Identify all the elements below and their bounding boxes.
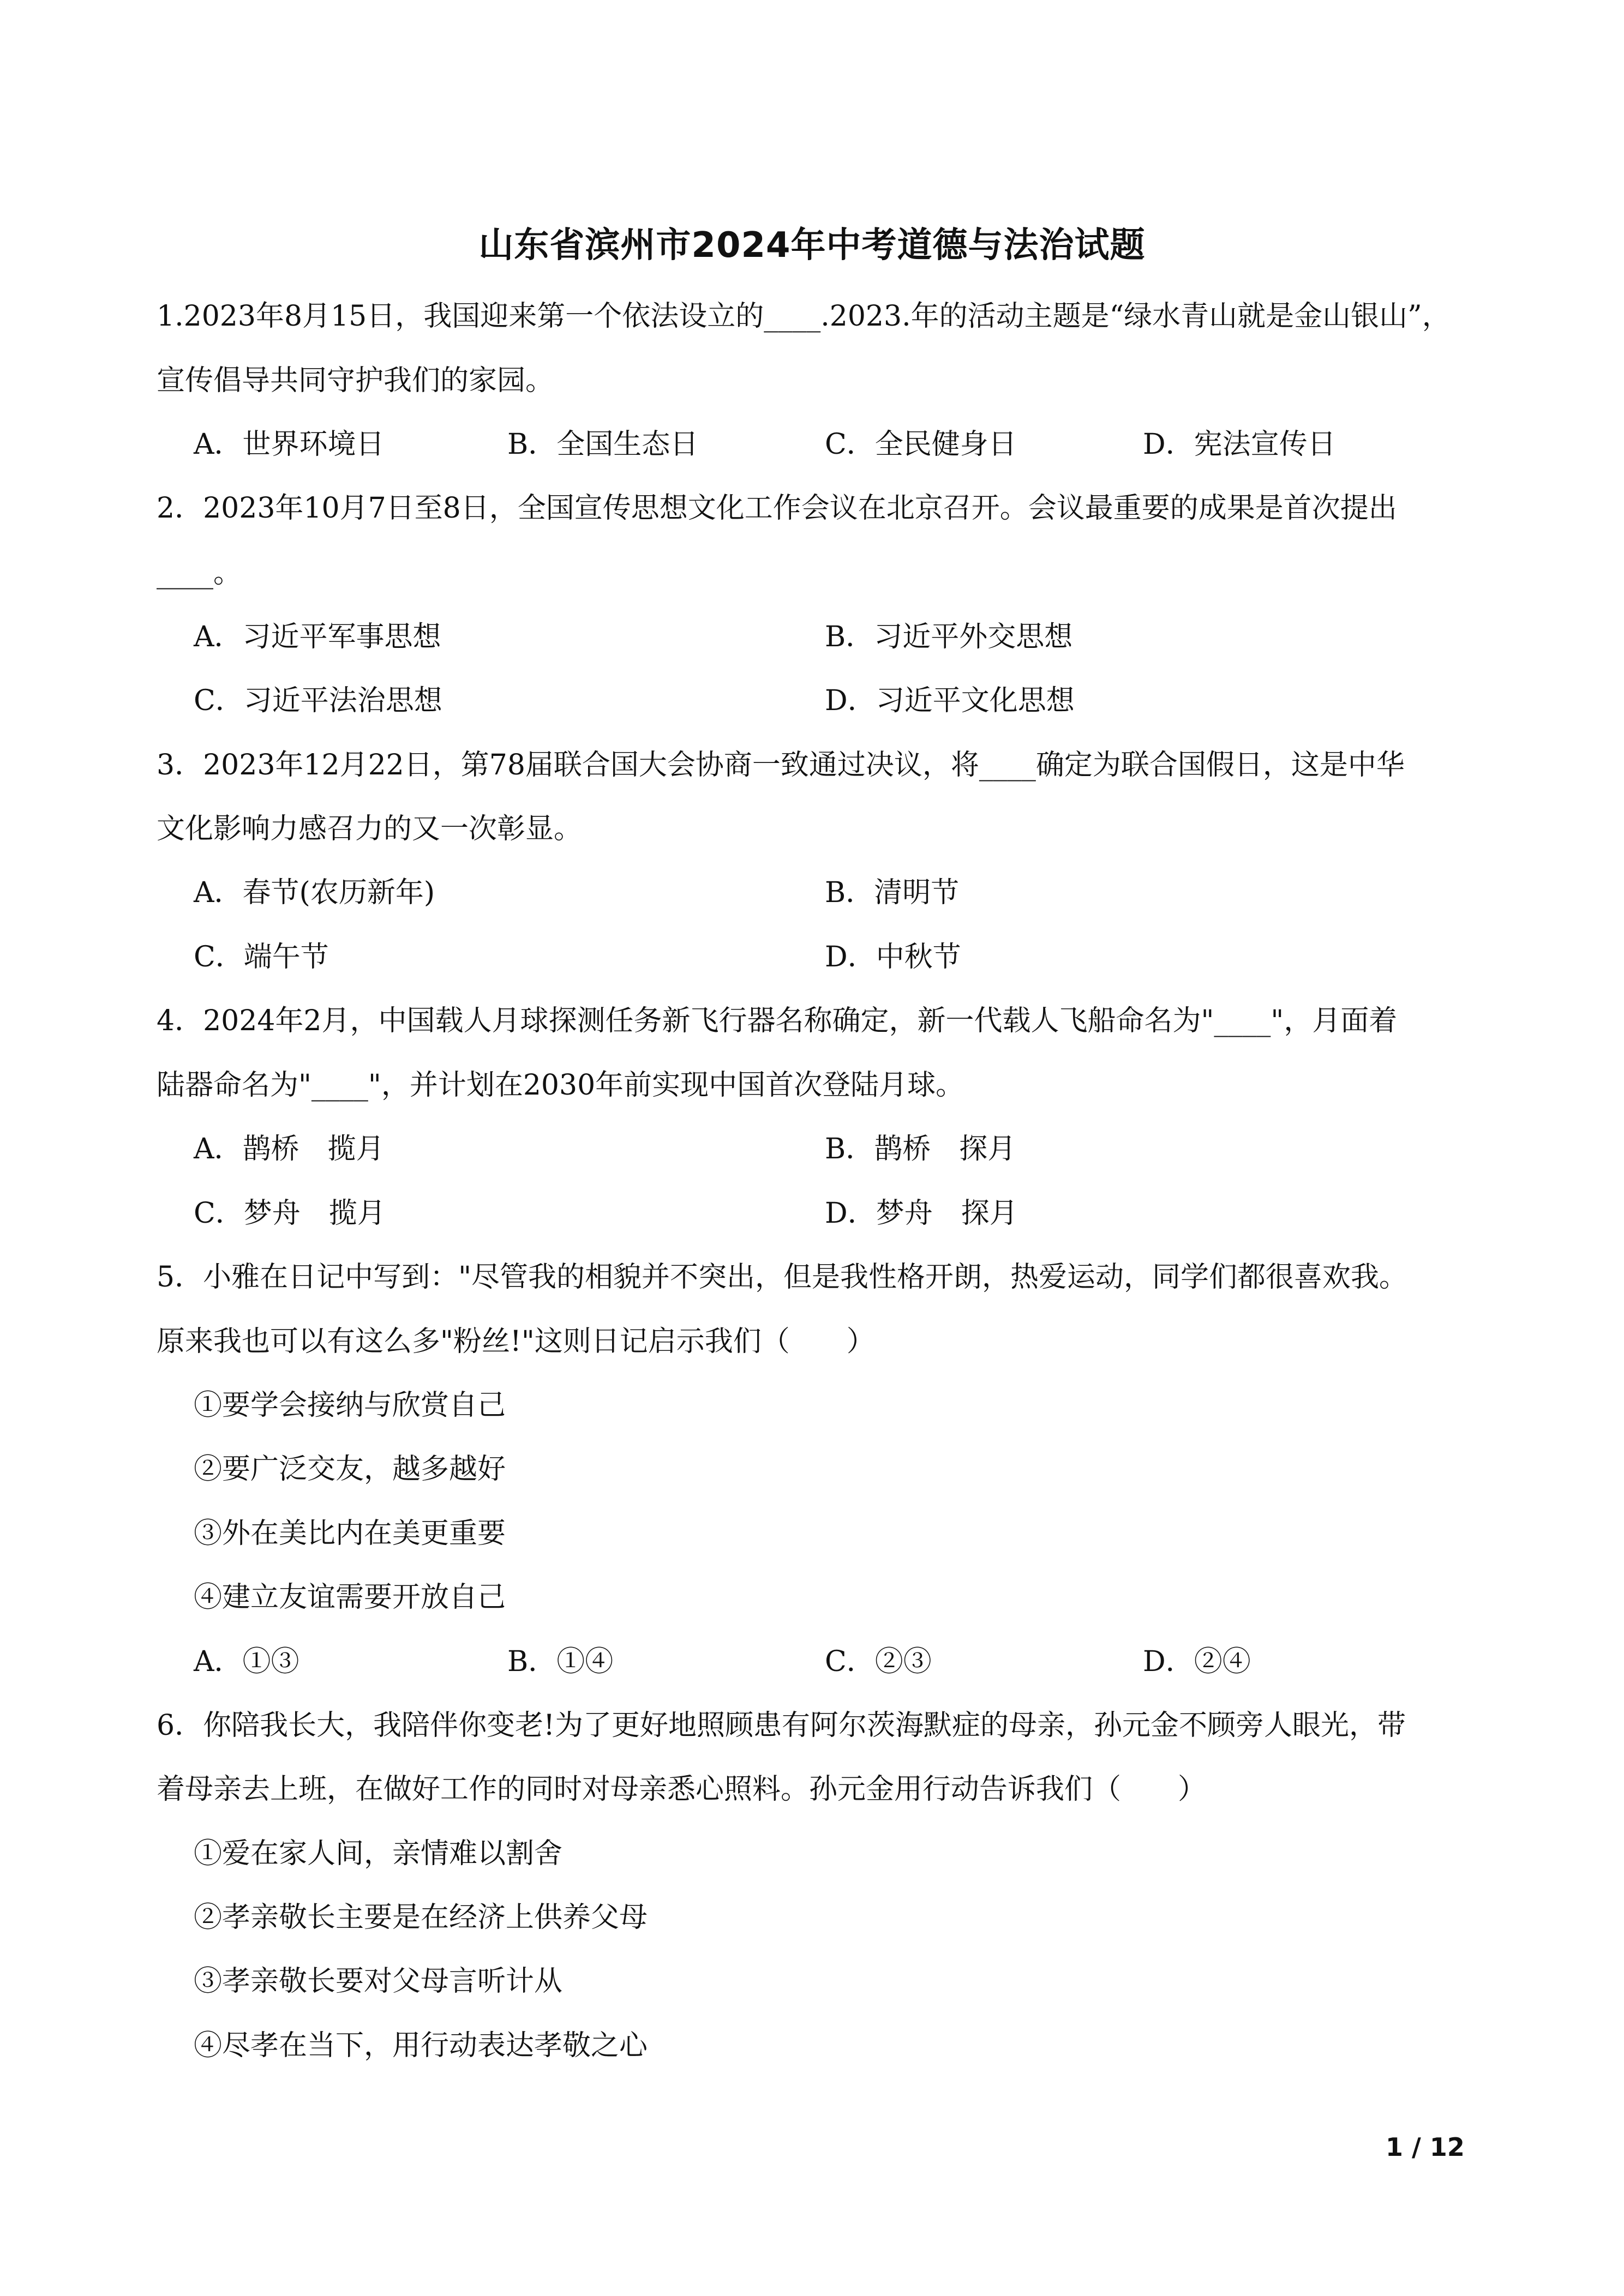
q4-option-b[interactable]: B．鹊桥 探月: [825, 1133, 1016, 1165]
question-2-line-1: 2．2023年10月7日至8日，全国宣传思想文化工作会议在北京召开。会议最重要的成果是首次提出: [157, 492, 1397, 525]
question-5-line-2: 原来我也可以有这么多"粉丝!"这则日记启示我们（ ）: [157, 1325, 875, 1358]
q3-option-c[interactable]: C．端午节: [194, 941, 329, 973]
question-2-line-2: ____。: [157, 557, 242, 590]
q5-statement-1: ①要学会接纳与欣赏自己: [194, 1389, 506, 1422]
question-5-line-1: 5．小雅在日记中写到："尽管我的相貌并不突出，但是我性格开朗，热爱运动，同学们都很喜欢我。: [157, 1261, 1408, 1294]
page-number: 1 / 12: [1386, 2132, 1465, 2162]
q6-statement-2: ②孝亲敬长主要是在经济上供养父母: [194, 1901, 648, 1934]
q3-option-d[interactable]: D．中秋节: [825, 941, 961, 973]
q3-option-a[interactable]: A．春节(农历新年): [194, 876, 435, 909]
q5-statement-3: ③外在美比内在美更重要: [194, 1517, 506, 1550]
q5-option-d[interactable]: D．②④: [1143, 1645, 1251, 1678]
question-6-line-2: 着母亲去上班，在做好工作的同时对母亲悉心照料。孙元金用行动告诉我们（ ）: [157, 1773, 1207, 1806]
q6-statement-1: ①爱在家人间，亲情难以割舍: [194, 1837, 563, 1870]
q4-option-d[interactable]: D．梦舟 探月: [825, 1197, 1018, 1230]
question-1-line-1: 1.2023年8月15日，我国迎来第一个依法设立的____.2023.年的活动主题是“绿水青山就是金山银山”，: [157, 300, 1451, 333]
question-4-line-1: 4．2024年2月，中国载人月球探测任务新飞行器名称确定，新一代载人飞船命名为"____"，月面着: [157, 1005, 1398, 1037]
q6-statement-3: ③孝亲敬长要对父母言听计从: [194, 1965, 563, 1998]
q3-option-b[interactable]: B．清明节: [825, 876, 960, 909]
question-4-line-2: 陆器命名为"____"，并计划在2030年前实现中国首次登陆月球。: [157, 1069, 964, 1102]
q6-statement-4: ④尽孝在当下，用行动表达孝敬之心: [194, 2029, 648, 2062]
q1-option-d[interactable]: D．宪法宣传日: [1143, 428, 1336, 461]
question-1-line-2: 宣传倡导共同守护我们的家园。: [157, 364, 554, 397]
q5-option-b[interactable]: B．①④: [507, 1645, 614, 1678]
page-title: 山东省滨州市2024年中考道德与法治试题: [478, 225, 1146, 266]
q5-statement-2: ②要广泛交友，越多越好: [194, 1453, 506, 1486]
question-3-line-2: 文化影响力感召力的又一次彰显。: [157, 813, 583, 845]
question-6-line-1: 6．你陪我长大，我陪伴你变老!为了更好地照顾患有阿尔茨海默症的母亲，孙元金不顾旁人眼光，带: [157, 1709, 1406, 1742]
question-3-line-1: 3．2023年12月22日，第78届联合国大会协商一致通过决议，将____确定为联合国假日，这是中华: [157, 749, 1405, 782]
q5-option-a[interactable]: A．①③: [194, 1645, 299, 1678]
q2-option-d[interactable]: D．习近平文化思想: [825, 684, 1075, 717]
q1-option-a[interactable]: A．世界环境日: [194, 428, 385, 461]
q2-option-b[interactable]: B．习近平外交思想: [825, 621, 1073, 653]
q5-option-c[interactable]: C．②③: [825, 1645, 932, 1678]
q1-option-b[interactable]: B．全国生态日: [507, 428, 699, 461]
q4-option-c[interactable]: C．梦舟 揽月: [194, 1197, 386, 1230]
q1-option-c[interactable]: C．全民健身日: [825, 428, 1017, 461]
q4-option-a[interactable]: A．鹊桥 揽月: [194, 1133, 385, 1165]
q5-statement-4: ④建立友谊需要开放自己: [194, 1581, 506, 1614]
q2-option-c[interactable]: C．习近平法治思想: [194, 684, 442, 717]
q2-option-a[interactable]: A．习近平军事思想: [194, 621, 441, 653]
